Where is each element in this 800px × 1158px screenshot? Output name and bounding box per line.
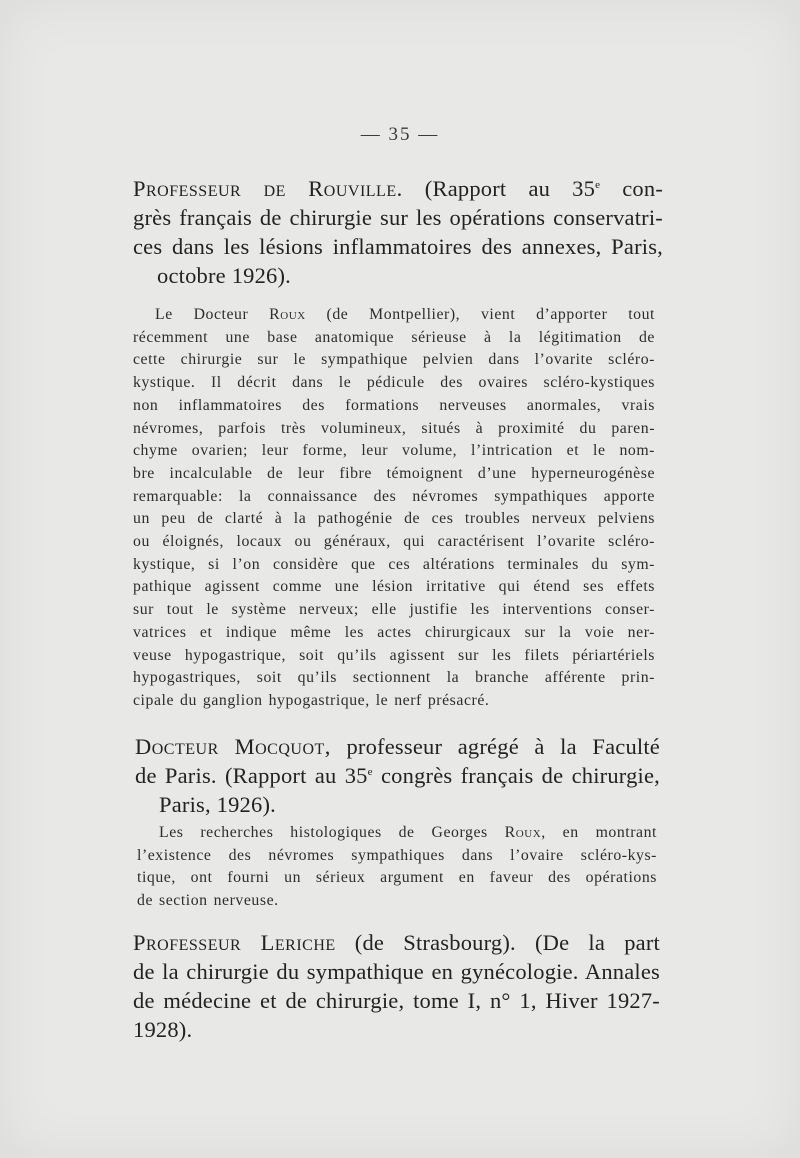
heading-line: Professeur Leriche (de Strasbourg). (De la part [133,930,660,955]
heading-line: de Paris. (Rapport au 35e congrès français de chirurgie, [135,763,660,788]
reference-body-mocquot [137,822,657,913]
body-line: kystique. Il décrit dans le pédicule des ovaires scléro-kystiques [133,374,655,392]
body-line: tique, ont fourni un sérieux argument en faveur des opérations [137,869,657,887]
heading-line: Paris, 1926). [159,792,276,817]
reference-heading-mocquot [135,732,660,819]
heading-line: de la chirurgie du sympathique en gynécologie. Annales [133,959,660,984]
heading-line: grès français de chirurgie sur les opérations conservatri- [133,205,663,230]
body-line: vatrices et indique même les actes chirurgicaux sur la voie ner- [133,623,655,641]
heading-line: 1928). [133,1017,193,1042]
body-line: pathique agissent comme une lésion irritative qui étend ses effets [133,578,655,596]
body-line: un peu de clarté à la pathogénie de ces troubles nerveux pelviens [133,510,655,528]
author-name: Roux [269,306,306,323]
body-line: cipale du ganglion hypogastrique, le nerf présacré. [133,691,490,709]
author-name: Professeur de Rouville. [133,176,403,201]
page-number: — 35 — [360,124,440,145]
author-name: Docteur Mocquot, [135,734,331,759]
reference-heading-rouville [133,174,663,290]
heading-line: de médecine et de chirurgie, tome I, n° 1, Hiver 1927- [133,988,660,1013]
reference-body-rouville [133,304,655,713]
body-line: bre incalculable de leur fibre témoignent d’une hyperneurogénèse [133,464,655,482]
body-line: de section nerveuse. [137,892,279,910]
heading-line: ces dans les lésions inflammatoires des annexes, Paris, [133,234,663,259]
heading-line: Docteur Mocquot, professeur agrégé à la Faculté [135,734,660,759]
body-line: Les recherches histologiques de Georges Roux, en montrant [159,824,657,841]
body-line: cette chirurgie sur le sympathique pelvien dans l’ovarite scléro- [133,351,655,369]
heading-line: octobre 1926). [157,263,292,288]
body-line: non inflammatoires des formations nerveuses anormales, vrais [133,396,655,414]
body-line: ou éloignés, locaux ou généraux, qui caractérisent l’ovarite scléro- [133,533,655,551]
body-line: sur tout le système nerveux; elle justifie les interventions conser- [133,601,655,619]
body-line: veuse hypogastrique, soit qu’ils agissent sur les filets périartériels [133,646,655,664]
body-line: kystique, si l’on considère que ces altérations terminales du sym- [133,555,655,573]
heading-line: Professeur de Rouville. (Rapport au 35e con- [133,176,663,201]
author-name: Professeur Leriche [133,930,336,955]
body-line: névromes, parfois très volumineux, situés à proximité du paren- [133,419,655,437]
body-line: chyme ovarien; leur forme, leur volume, l’intrication et le nom- [133,442,655,460]
author-name: Roux [504,824,542,841]
reference-heading-leriche [133,928,660,1044]
body-line: remarquable: la connaissance des névromes sympathiques apporte [133,487,655,505]
body-line: hypogastriques, soit qu’ils sectionnent la branche afférente prin- [133,669,655,687]
body-line: l’existence des névromes sympathiques dans l’ovaire scléro-kys- [137,846,657,864]
body-line: Le Docteur Roux (de Montpellier), vient d’apporter tout [155,306,655,323]
body-line: récemment une base anatomique sérieuse à la légitimation de [133,328,655,346]
